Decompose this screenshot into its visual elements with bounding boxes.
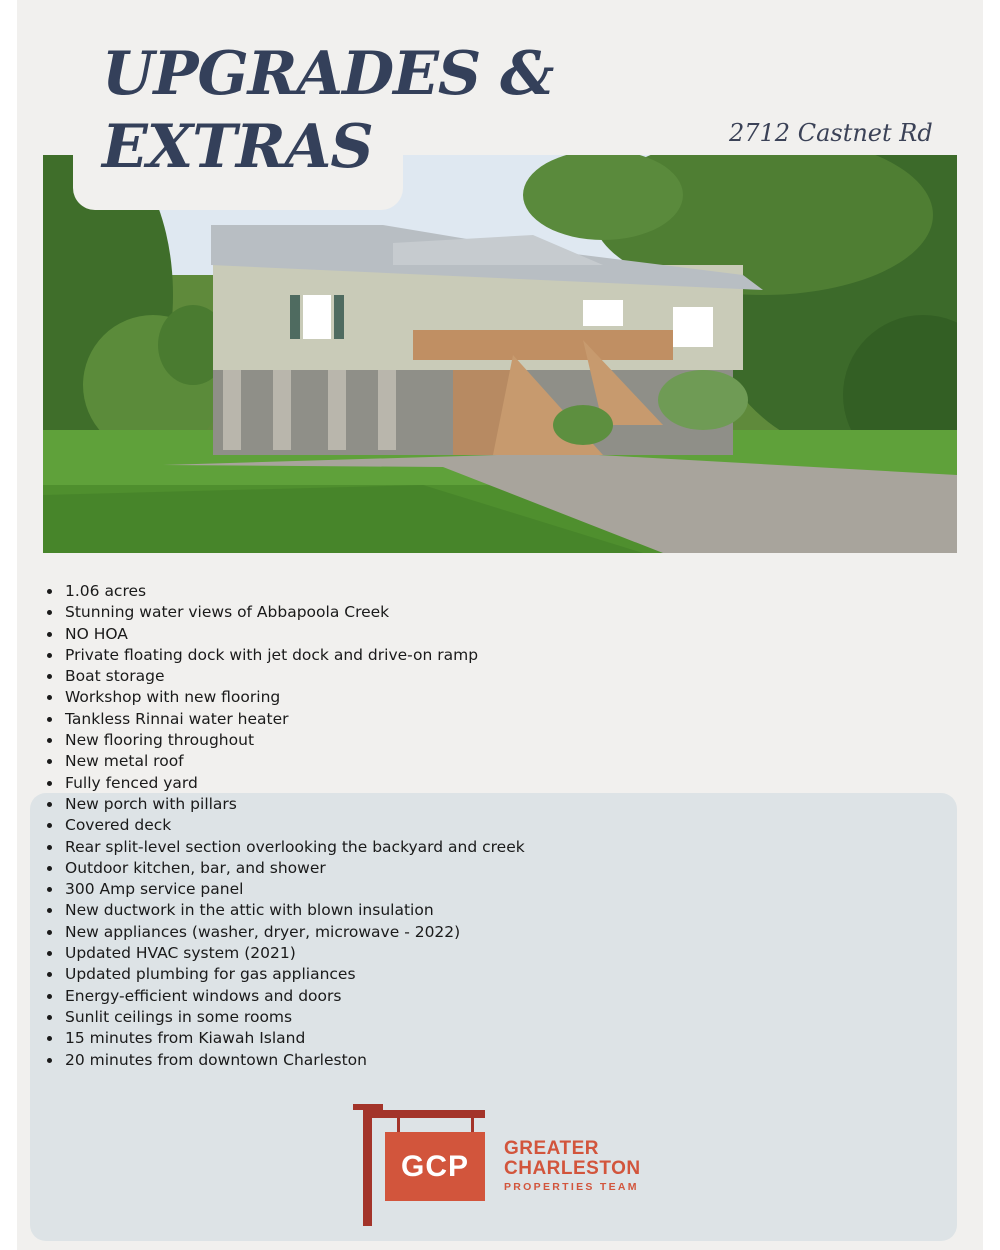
list-item: • Fully fenced yard <box>63 773 525 794</box>
list-item: • Private floating dock with jet dock and drive-on ramp <box>63 645 525 666</box>
list-item: • 300 Amp service panel <box>63 879 525 900</box>
list-item: • 20 minutes from downtown Charleston <box>63 1050 525 1071</box>
list-item: • Updated HVAC system (2021) <box>63 943 525 964</box>
list-item: • 15 minutes from Kiawah Island <box>63 1028 525 1049</box>
list-item: • Boat storage <box>63 666 525 687</box>
list-item: • New porch with pillars <box>63 794 525 815</box>
list-item: • New metal roof <box>63 751 525 772</box>
title-line-2: EXTRAS <box>102 112 373 182</box>
logo-sign-post <box>363 1106 372 1226</box>
list-item: • 1.06 acres <box>63 581 525 602</box>
list-item: • Outdoor kitchen, bar, and shower <box>63 858 525 879</box>
list-item: • Stunning water views of Abbapoola Creek <box>63 602 525 623</box>
features-list <box>45 581 525 1071</box>
list-item: • Rear split-level section overlooking the backyard and creek <box>63 837 525 858</box>
title-line-1: UPGRADES & <box>102 39 554 109</box>
house-exterior-photo <box>43 155 957 553</box>
gcp-logo <box>353 1104 653 1229</box>
logo-wordmark <box>504 1139 641 1194</box>
property-address: 2712 Castnet Rd <box>729 119 933 147</box>
logo-sign-board: GCP <box>385 1132 485 1201</box>
list-item: • NO HOA <box>63 624 525 645</box>
logo-sign-arm <box>363 1110 485 1118</box>
list-item: • Workshop with new flooring <box>63 687 525 708</box>
flyer-page <box>17 0 983 1250</box>
list-item: • New appliances (washer, dryer, microwave - 2022) <box>63 922 525 943</box>
list-item: • New flooring throughout <box>63 730 525 751</box>
list-item: • Sunlit ceilings in some rooms <box>63 1007 525 1028</box>
list-item: • Energy-efficient windows and doors <box>63 986 525 1007</box>
list-item: • Tankless Rinnai water heater <box>63 709 525 730</box>
logo-line-3: PROPERTIES TEAM <box>504 1181 639 1193</box>
list-item: • Covered deck <box>63 815 525 836</box>
page-title <box>102 38 553 184</box>
logo-line-2: CHARLESTON <box>504 1158 641 1179</box>
logo-line-1: GREATER <box>504 1138 599 1159</box>
list-item: • Updated plumbing for gas appliances <box>63 964 525 985</box>
logo-sign-hook <box>471 1118 474 1132</box>
logo-sign-hook <box>397 1118 400 1132</box>
list-item: • New ductwork in the attic with blown insulation <box>63 900 525 921</box>
